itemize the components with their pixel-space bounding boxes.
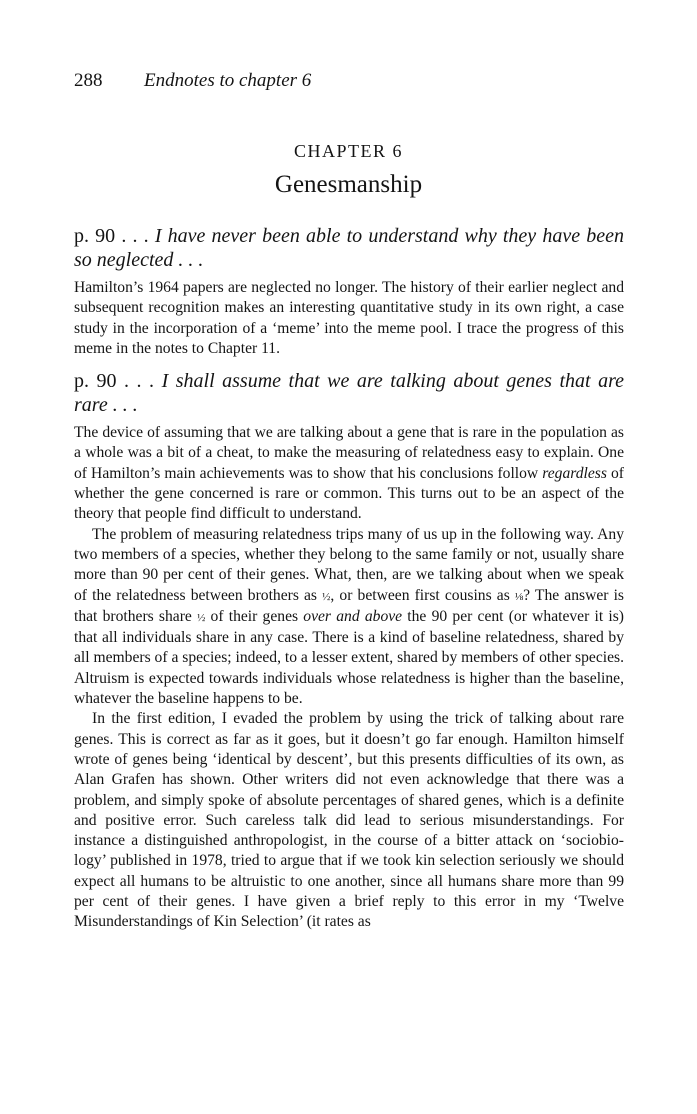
note-quote: I have never been able to understand why they have been so neglected . . .	[74, 225, 625, 271]
fraction: ½	[322, 590, 331, 603]
emphasis: regardless	[542, 464, 607, 482]
fraction: ⅛	[514, 590, 524, 603]
running-title: Endnotes to chapter 6	[144, 70, 312, 91]
endnotes-body	[74, 224, 624, 933]
note-heading-2	[74, 369, 624, 417]
running-head	[74, 70, 311, 92]
chapter-title: Genesmanship	[274, 171, 423, 198]
note-heading-1	[74, 224, 624, 272]
emphasis: over and above	[303, 607, 403, 625]
chapter-label: CHAPTER 6	[293, 141, 403, 161]
page-number: 288	[74, 70, 103, 91]
paragraph: Hamilton’s 1964 papers are neglected no longer. The history of their earlier neglect and subsequent recognition makes an interesting quantitative study in its own right, a case study in the incorporation of a ‘meme’ into the meme pool. I trace the progress of this meme in the notes to Chapter 11.	[74, 279, 624, 357]
fraction: ½	[197, 611, 206, 624]
note-page-ref: p. 90 . . .	[74, 225, 149, 247]
paragraph: The device of assuming that we are talking about a gene that is rare in the population as a whole was a bit of a cheat, to make the measuring of relatedness easy to explain. One of Hamilton’s main achievements was to show that his conclusions follow regardless of whether the gene concerned is rare or common. This turns out to be an aspect of the theory that people find difficult to understand.	[74, 424, 624, 523]
note-quote: I shall assume that we are talking about genes that are rare . . .	[74, 370, 625, 417]
note-text-1	[74, 278, 624, 359]
paragraph: The problem of measuring relatedness trips many of us up in the following way. Any two members of a species, whether they belong to the same family or not, usually share more than 90 per cent of their genes. What, then, are we talking about when we speak of the relatedness between brothers as ½, or between first cousins as ⅛? The answer is that brothers share ½ of their genes over and above the 90 per cent (or whatever it is) that all individuals share in any case. There is a kind of baseline relatedness, shared by all members of a species; indeed, to a lesser extent, shared by members of other species. Altruism is expected towards individuals whose relatedness is higher than the baseline, whatever the baseline happens to be.	[74, 525, 624, 708]
note-text-2	[74, 423, 624, 932]
paragraph: In the first edition, I evaded the problem by using the trick of talking about rare genes. This is correct as far as it goes, but it doesn’t go far enough. Hamilton himself wrote of genes being ‘identical by descent’, but this presents difficulties of its own, as Alan Grafen has shown. Other writers did not even acknowledge that there was a problem, and simply spoke of absolute percentages of shared genes, which is a definite and positive error. Such careless talk did lead to serious misunderstandings. For instance a distinguished anthropologist, in the course of a bitter attack on ‘sociobio-logy’ published in 1978, tried to argue that if we took kin selection seriously we should expect all humans to be altruistic to one another, since all humans share more than 99 per cent of their genes. I have given a brief reply to this error in my ‘Twelve Misunderstandings of Kin Selection’ (it rates as	[74, 710, 624, 931]
note-page-ref: p. 90 . . .	[74, 370, 155, 393]
